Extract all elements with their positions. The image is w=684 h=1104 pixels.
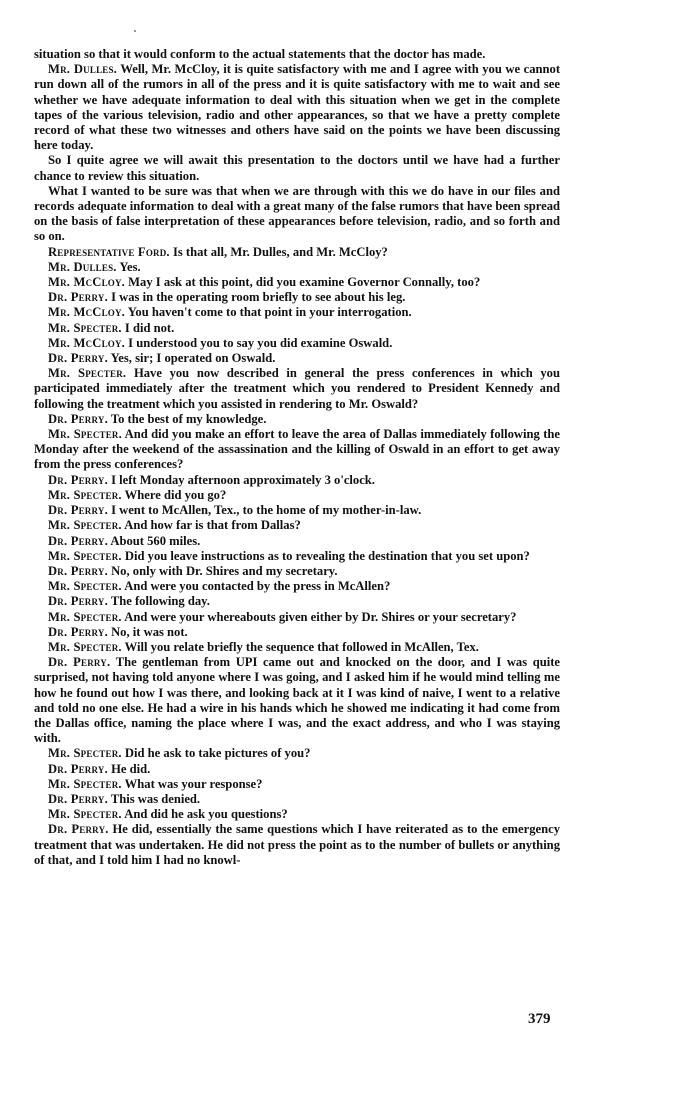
paragraph-text: He did, essentially the same questions which I have reiterated as to the emergency treatment that was undertaken. He did not press the point as to the number of bullets or anything of that, and I told him I had no knowl- (34, 822, 560, 867)
paragraph-text: About 560 miles. (110, 533, 201, 548)
paragraph-text: No, it was not. (111, 624, 188, 639)
transcript-body (34, 47, 560, 868)
paragraph-text: The gentleman from UPI came out and knocked on the door, and I was quite surprised, not having told anyone where I was going, and I asked him if he would mind telling me how he found out how I was there, and looking back at it I was kind of naive, I went to a relative and told no one else. He had a wire in his hands which he showed me indicating it had come from the Dallas office, naming the place where I was, and the exact address, and who I was staying with. (34, 655, 560, 746)
transcript-paragraph (34, 412, 560, 427)
speaker-name: Mr. Specter. (48, 548, 122, 563)
speaker-name: Dr. Perry. (48, 594, 108, 609)
speaker-name: Dr. Perry. (48, 411, 108, 426)
speaker-name: Representative Ford. (48, 244, 170, 259)
speaker-name: Dr. Perry. (48, 533, 108, 548)
paragraph-text: And were your whereabouts given either by Dr. Shires or your secretary? (124, 609, 517, 624)
speaker-name: Mr. McCloy. (48, 275, 126, 290)
paragraph-text: And were you contacted by the press in McAllen? (124, 579, 391, 594)
transcript-paragraph (34, 655, 560, 746)
paragraph-text: What was your response? (124, 776, 263, 791)
transcript-paragraph (34, 640, 560, 655)
speaker-name: Mr. Specter. (48, 487, 122, 502)
transcript-paragraph (34, 47, 560, 62)
paragraph-text: I went to McAllen, Tex., to the home of my mother-in-law. (111, 503, 422, 518)
transcript-paragraph (34, 534, 560, 549)
paragraph-text: I understood you to say you did examine Oswald. (128, 335, 393, 350)
paragraph-text: Did he ask to take pictures of you? (124, 746, 311, 761)
transcript-paragraph (34, 153, 560, 183)
transcript-paragraph (34, 549, 560, 564)
speaker-name: Dr. Perry. (48, 290, 108, 305)
paragraph-text: Yes. (119, 259, 141, 274)
paragraph-text: And how far is that from Dallas? (124, 518, 301, 533)
transcript-paragraph (34, 366, 560, 412)
paragraph-text: And did he ask you questions? (124, 807, 288, 822)
paragraph-text: You haven't come to that point in your interrogation. (127, 305, 412, 320)
speaker-name: Mr. McCloy. (48, 335, 126, 350)
speaker-name: Mr. Specter. (48, 609, 122, 624)
speaker-name: Dr. Perry. (48, 791, 108, 806)
transcript-paragraph (34, 807, 560, 822)
speaker-name: Mr. Specter. (48, 807, 122, 822)
speaker-name: Mr. Specter. (48, 427, 122, 442)
speaker-name: Mr. Dulles. (48, 62, 118, 77)
paragraph-text: I left Monday afternoon approximately 3 o'clock. (111, 472, 375, 487)
transcript-paragraph (34, 336, 560, 351)
transcript-paragraph (34, 610, 560, 625)
transcript-paragraph (34, 184, 560, 245)
transcript-paragraph (34, 777, 560, 792)
transcript-paragraph (34, 260, 560, 275)
paragraph-text: So I quite agree we will await this presentation to the doctors until we have had a further chance to review this situation. (34, 153, 560, 183)
paragraph-text: situation so that it would conform to the actual statements that the doctor has made. (34, 47, 486, 61)
paragraph-text: The following day. (110, 594, 210, 609)
paragraph-text: May I ask at this point, did you examine Governor Connally, too? (128, 275, 481, 290)
transcript-paragraph (34, 427, 560, 473)
speaker-name: Dr. Perry. (48, 822, 109, 837)
transcript-paragraph (34, 792, 560, 807)
speaker-name: Mr. Specter. (48, 579, 122, 594)
transcript-paragraph (34, 518, 560, 533)
paragraph-text: And did you make an effort to leave the area of Dallas immediately following the Monday after the weekend of the assassination and the killing of Oswald in an effort to get away from the press conferences? (34, 427, 560, 472)
paragraph-text: What I wanted to be sure was that when we are through with this we do have in our files and records adequate information to deal with a great many of the false rumors that have been spread on the basis of false interpretation of these appearances before television, radio, and so forth and so on. (34, 183, 560, 244)
paragraph-text: He did. (111, 761, 151, 776)
transcript-paragraph (34, 503, 560, 518)
transcript-paragraph (34, 321, 560, 336)
transcript-paragraph (34, 625, 560, 640)
paragraph-text: Yes, sir; I operated on Oswald. (110, 351, 276, 366)
paragraph-text: Will you relate briefly the sequence that followed in McAllen, Tex. (124, 639, 479, 654)
paragraph-text: This was denied. (110, 791, 201, 806)
paragraph-text: To the best of my knowledge. (110, 411, 267, 426)
speaker-name: Dr. Perry. (48, 472, 108, 487)
speaker-name: Dr. Perry. (48, 351, 108, 366)
transcript-paragraph (34, 290, 560, 305)
speaker-name: Mr. Specter. (48, 518, 122, 533)
transcript-paragraph (34, 62, 560, 153)
page-number: 379 (528, 1011, 551, 1027)
speaker-name: Mr. Specter. (48, 320, 122, 335)
transcript-paragraph (34, 275, 560, 290)
paragraph-text: Well, Mr. McCloy, it is quite satisfactory with me and I agree with you we cannot run down all of the rumors in all of the press and it is quite satisfactory with me to wait and see whether we have adequate information to deal with this situation when we get in the complete tapes of the various television, radio and other appearances, so that we have a pretty complete record of what these two witnesses and others have said on the points we have been discussing here today. (34, 62, 561, 153)
transcript-paragraph (34, 564, 560, 579)
transcript-paragraph (34, 579, 560, 594)
transcript-paragraph (34, 762, 560, 777)
speaker-name: Dr. Perry. (48, 655, 111, 670)
speaker-name: Mr. Dulles. (48, 259, 117, 274)
transcript-paragraph (34, 473, 560, 488)
paragraph-text: I did not. (124, 320, 175, 335)
transcript-paragraph (34, 305, 560, 320)
speaker-name: Mr. Specter. (48, 746, 122, 761)
transcript-paragraph (34, 245, 560, 260)
paragraph-text: Is that all, Mr. Dulles, and Mr. McCloy? (172, 244, 388, 259)
speaker-name: Mr. McCloy. (48, 305, 126, 320)
transcript-paragraph (34, 594, 560, 609)
paragraph-text: I was in the operating room briefly to see about his leg. (111, 290, 406, 305)
transcript-paragraph (34, 746, 560, 761)
transcript-paragraph (34, 488, 560, 503)
paragraph-text: No, only with Dr. Shires and my secretary. (111, 563, 338, 578)
speaker-name: Mr. Specter. (48, 776, 122, 791)
speaker-name: Dr. Perry. (48, 624, 108, 639)
paragraph-text: Did you leave instructions as to revealing the destination that you set upon? (124, 548, 530, 563)
speaker-name: Mr. Specter. (48, 639, 122, 654)
speaker-name: Dr. Perry. (48, 761, 108, 776)
paragraph-text: Have you now described in general the press conferences in which you participated immediately after the treatment which you rendered to President Kennedy and following the treatment which you assisted in rendering to Mr. Oswald? (34, 366, 560, 411)
speaker-name: Dr. Perry. (48, 563, 108, 578)
paragraph-text: Where did you go? (124, 487, 227, 502)
stray-mark (134, 30, 136, 32)
speaker-name: Dr. Perry. (48, 503, 108, 518)
speaker-name: Mr. Specter. (48, 366, 127, 381)
transcript-paragraph (34, 351, 560, 366)
transcript-paragraph (34, 822, 560, 868)
